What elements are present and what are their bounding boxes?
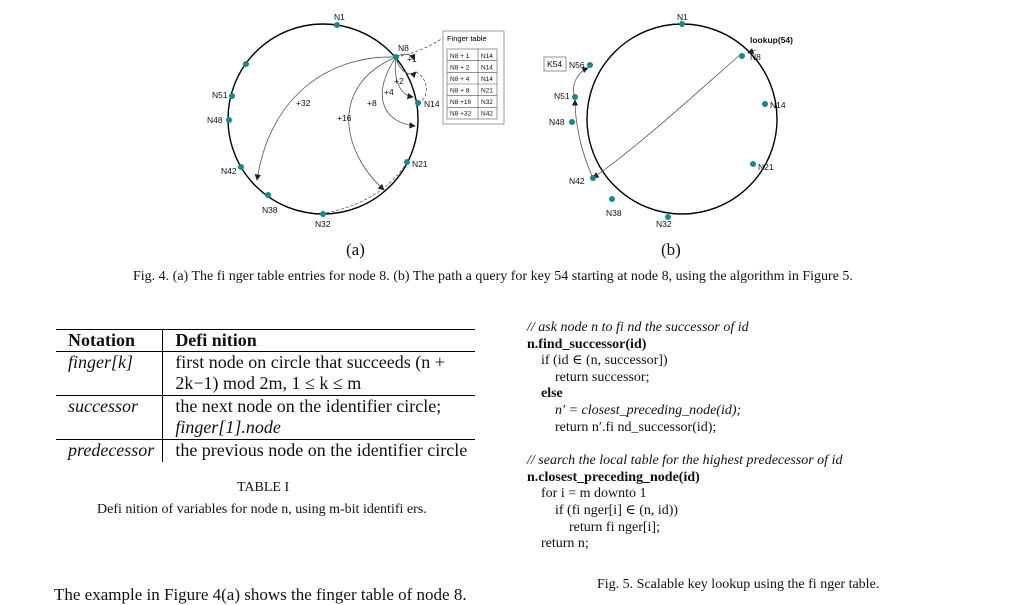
- identifier-circle-a: [228, 24, 418, 214]
- code-line: if (fi nger[i] ∈ (n, id)): [555, 502, 679, 518]
- arc-plus32: [257, 57, 396, 180]
- node-label: N21: [758, 162, 774, 172]
- definition-line: the next node on the identifier circle;: [175, 396, 442, 416]
- notation-cell: finger[k]: [56, 352, 163, 396]
- finger-start: N8 + 8: [450, 87, 470, 95]
- table-label: TABLE I: [237, 480, 290, 495]
- notation-cell: predecessor: [56, 440, 163, 463]
- code-line: n′ = closest_preceding_node(id);: [555, 402, 742, 418]
- code-function: n.closest_preceding_node(id): [527, 469, 700, 485]
- arc-plus16: [349, 57, 396, 190]
- node-label: N48: [549, 117, 565, 127]
- pseudocode: [527, 320, 842, 553]
- code-function: n.find_successor(id): [527, 336, 647, 352]
- code-line: for i = m downto 1: [541, 486, 647, 502]
- table-row: [56, 352, 475, 396]
- node-dot: [587, 62, 593, 68]
- arc-label: +8: [367, 98, 377, 108]
- table-header: Notation: [56, 330, 163, 352]
- finger-table-title: Finger table: [447, 34, 487, 43]
- definition-line: finger[1].node: [175, 417, 281, 437]
- finger-start: N8 + 2: [450, 64, 470, 72]
- node-dot: [238, 164, 244, 170]
- dashed-link-n14: [416, 72, 426, 102]
- node-dot: [590, 175, 596, 181]
- node-dot: [739, 53, 745, 59]
- node-label: N21: [412, 159, 428, 169]
- table-header: Defi nition: [163, 330, 476, 352]
- lookup-hop-n42-n51: [575, 100, 593, 178]
- code-comment: // ask node n to fi nd the successor of id: [527, 320, 749, 335]
- finger-start: N8 +32: [450, 110, 472, 118]
- node-dot: [609, 196, 615, 202]
- arc-label: +16: [337, 113, 352, 123]
- fig5-caption: Fig. 5. Scalable key lookup using the fi nger table.: [597, 577, 880, 592]
- code-line: return fi nger[i];: [569, 519, 660, 535]
- figure-b: [520, 0, 820, 260]
- definition-line: 2k−1) mod 2m, 1 ≤ k ≤ m: [175, 373, 362, 393]
- node-dot: [226, 117, 232, 123]
- node-label: N1: [677, 12, 688, 22]
- table-row: [56, 396, 475, 440]
- table-caption: Defi nition of variables for node n, using m-bit identifi ers.: [97, 502, 427, 517]
- body-text: The example in Figure 4(a) shows the finger table of node 8.: [54, 585, 467, 604]
- node-dots-a: [226, 22, 421, 217]
- dashed-link-n32: [326, 162, 407, 213]
- definition-line: first node on circle that succeeds (n +: [175, 352, 445, 372]
- node-label: N51: [212, 90, 228, 100]
- code-line: if (id ∈ (n, successor]): [541, 353, 668, 369]
- node-label: N14: [770, 100, 786, 110]
- node-label: N38: [606, 208, 622, 218]
- table-row: [56, 440, 475, 463]
- node-dot: [334, 22, 340, 28]
- sublabel-b: (b): [661, 240, 681, 259]
- definition-cell: [163, 440, 476, 463]
- node-label: N8: [398, 43, 409, 53]
- node-dot: [569, 119, 575, 125]
- finger-succ: N14: [481, 64, 493, 72]
- node-label: N56: [569, 60, 585, 70]
- notation-cell: successor: [56, 396, 163, 440]
- node-dots-b: [569, 21, 768, 220]
- node-label: N42: [221, 166, 237, 176]
- node-label: N48: [207, 115, 223, 125]
- finger-start: N8 + 4: [450, 76, 470, 83]
- fig4-caption: Fig. 4. (a) The fi nger table entries for node 8. (b) The path a query for key 54 starting at node 8, using the algorithm in Figure 5.: [133, 269, 853, 284]
- notation-table: [56, 329, 475, 462]
- code-line: return n′.fi nd_successor(id);: [555, 419, 717, 435]
- finger-succ: N14: [481, 76, 493, 83]
- node-dot: [393, 54, 399, 60]
- definition-cell: [163, 352, 476, 396]
- code-line: else: [541, 386, 563, 402]
- finger-succ: N21: [481, 87, 493, 95]
- key-label: K54: [547, 59, 563, 69]
- node-dot: [404, 159, 410, 165]
- arc-label: +4: [384, 87, 394, 97]
- node-label: N32: [656, 219, 672, 229]
- figure-a: [0, 0, 520, 260]
- node-label: N51: [554, 91, 570, 101]
- node-dot: [415, 100, 421, 106]
- finger-succ: N42: [481, 110, 493, 118]
- node-label: N42: [569, 176, 585, 186]
- node-dot: [265, 192, 271, 198]
- finger-table: [443, 31, 504, 124]
- definition-line: the previous node on the identifier circle: [175, 440, 468, 460]
- finger-succ: N14: [481, 53, 493, 60]
- node-dot: [750, 161, 756, 167]
- node-label: N38: [262, 205, 278, 215]
- node-dot: [243, 61, 249, 67]
- code-line: return successor;: [555, 369, 650, 385]
- node-dot: [572, 94, 578, 100]
- code-line: return n;: [541, 536, 589, 552]
- node-dot: [320, 211, 326, 217]
- arc-label: +1: [407, 54, 417, 64]
- arc-label: +32: [296, 98, 311, 108]
- node-label: N14: [424, 99, 440, 109]
- node-dot: [229, 93, 235, 99]
- node-label: N1: [334, 12, 345, 22]
- finger-start: N8 +16: [450, 99, 472, 106]
- finger-succ: N32: [481, 99, 493, 106]
- lookup-label: lookup(54): [750, 35, 793, 45]
- sublabel-a: (a): [346, 240, 365, 259]
- lookup-hop-n51-n56: [573, 68, 588, 97]
- arc-label: +2: [394, 76, 404, 86]
- node-label: N8: [750, 52, 761, 62]
- code-comment: // search the local table for the highest predecessor of id: [527, 453, 843, 469]
- definition-cell: [163, 396, 476, 440]
- node-label: N32: [315, 219, 331, 229]
- node-dot: [762, 101, 768, 107]
- lookup-hop-n8-n42: [593, 53, 742, 178]
- finger-start: N8 + 1: [450, 53, 470, 60]
